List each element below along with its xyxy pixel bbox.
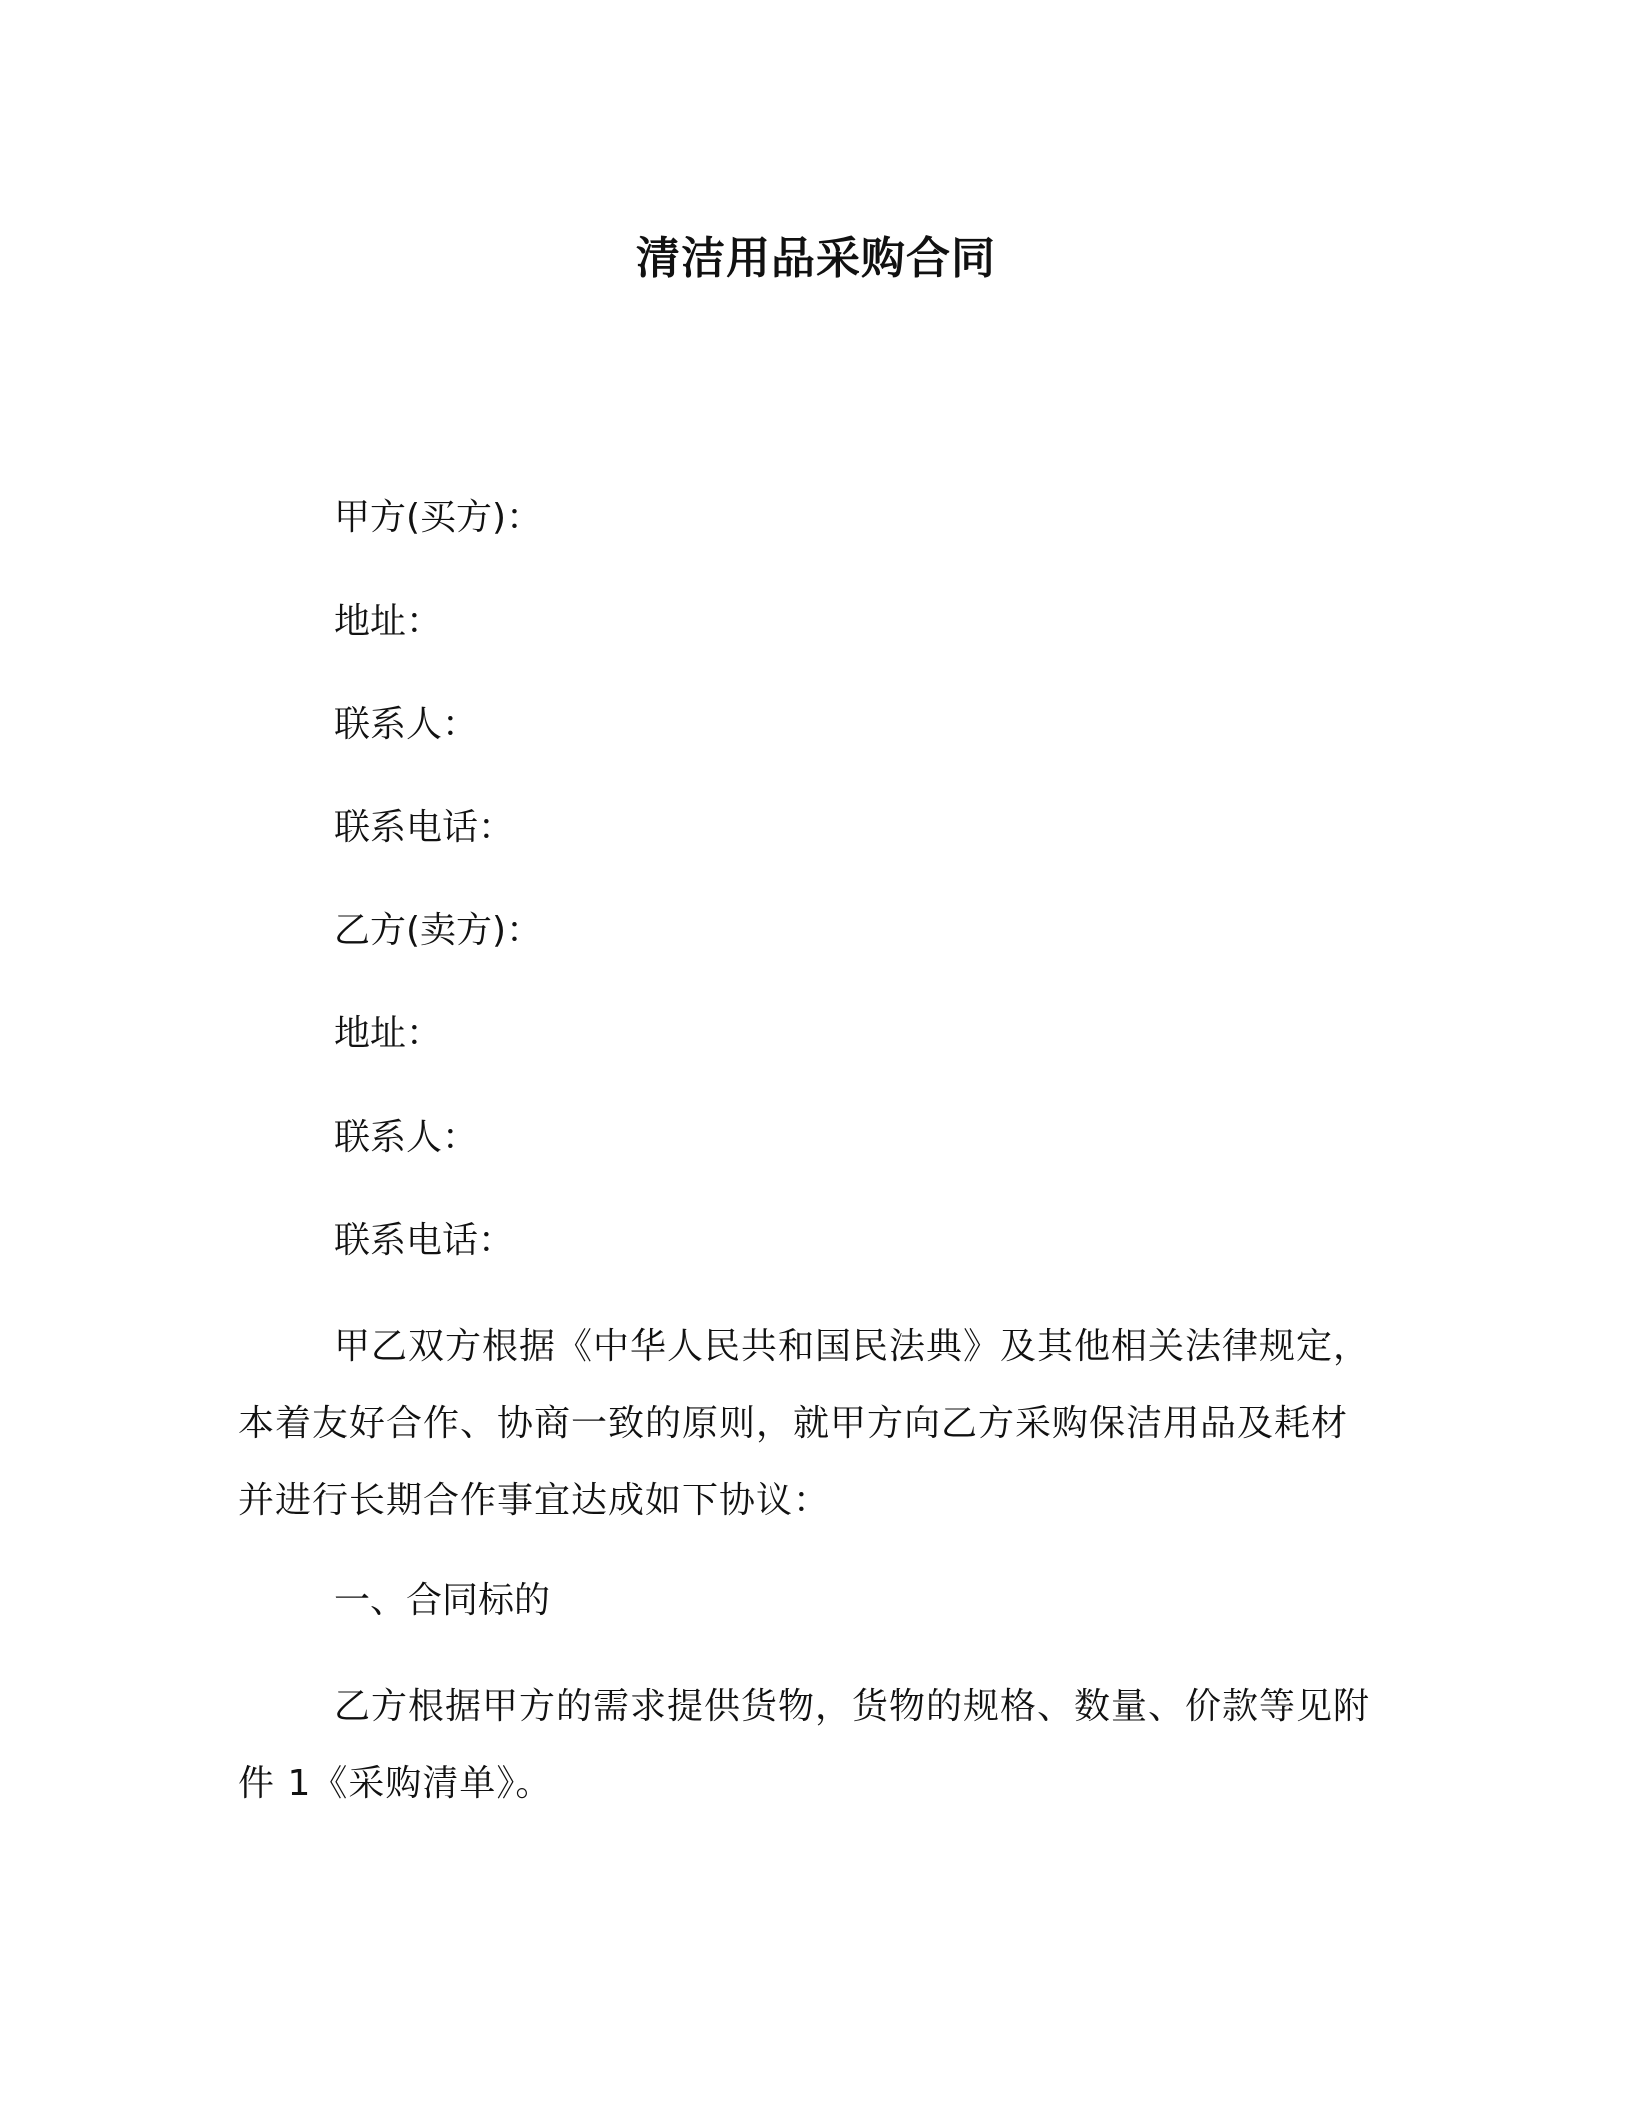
party-b-contact: 联系人： [334, 1117, 479, 1158]
party-b-label: 乙方(卖方)： [334, 910, 543, 951]
party-a-label: 甲方(买方)： [334, 497, 543, 538]
party-b-phone: 联系电话： [334, 1220, 515, 1261]
document-title: 清洁用品采购合同 [636, 233, 996, 284]
party-a-phone: 联系电话： [334, 807, 515, 848]
party-b-address: 地址： [334, 1013, 443, 1054]
section-1-body: 乙方根据甲方的需求提供货物，货物的规格、数量、价款等见附件 1《采购清单》。 [238, 1686, 1371, 1804]
preamble-paragraph: 甲乙双方根据《中华人民共和国民法典》及其他相关法律规定，本着友好合作、协商一致的原则，就甲方向乙方采购保洁用品及耗材并进行长期合作事宜达成如下协议： [238, 1326, 1371, 1521]
party-a-address: 地址： [334, 601, 443, 642]
party-a-contact: 联系人： [334, 704, 479, 745]
section-1-heading: 一、合同标的 [334, 1580, 551, 1621]
